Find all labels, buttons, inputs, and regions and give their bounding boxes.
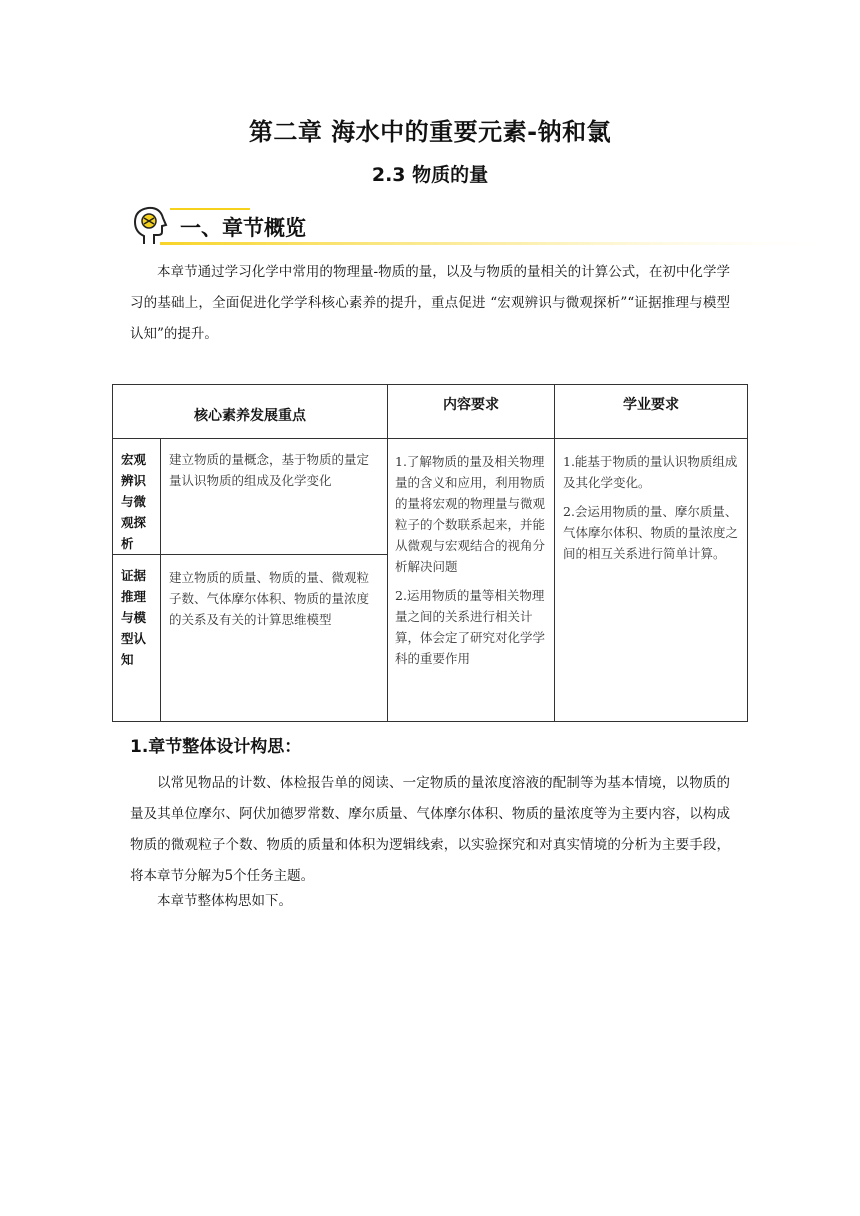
row1-core-text: 建立物质的量概念，基于物质的量定量认识物质的组成及化学变化 [169,452,370,488]
row-label-evidence-model: 证据推理与模型认知 [113,555,161,722]
row-label-macro-micro: 宏观辨识与微观探析 [113,439,161,555]
content-req-1: 1.了解物质的量及相关物理量的含义和应用，利用物质的量将宏观的物理量与微观粒子的个数联系起来，并能从微观与宏观结合的视角分析解决问题 [395,454,546,574]
header-core-literacy: 核心素养发展重点 [194,407,306,424]
design-heading: 1.章节整体设计构思： [130,737,302,757]
header-content-requirements: 内容要求 [443,397,499,413]
overview-paragraph: 本章节通过学习化学中常用的物理量-物质的量，以及与物质的量相关的计算公式，在初中化学学习的基础上，全面促进化学学科核心素养的提升，重点促进 “宏观辨识与微观探析”“证据推理与模型认知”的提升。 [130,264,730,342]
head-brain-icon [130,204,170,248]
row2-core-text: 建立物质的质量、物质的量、微观粒子数、气体摩尔体积、物质的量浓度的关系及有关的计算思维模型 [169,570,370,627]
academic-req-2: 2.会运用物质的量、摩尔质量、气体摩尔体积、物质的量浓度之间的相互关系进行简单计算。 [563,504,739,561]
academic-req-1: 1.能基于物质的量认识物质组成及其化学变化。 [563,454,738,490]
chapter-title: 第二章 海水中的重要元素-钠和氯 [248,118,612,146]
core-literacy-table [112,384,748,722]
header-academic-requirements: 学业要求 [623,397,679,413]
design-note: 本章节整体构思如下。 [157,893,292,909]
section-title: 2.3 物质的量 [371,164,489,186]
overview-heading: 一、章节概览 [180,216,306,240]
content-req-2: 2.运用物质的量等相关物理量之间的关系进行相关计算，体会定了研究对化学学科的重要作用 [395,588,546,666]
design-paragraph: 以常见物品的计数、体检报告单的阅读、一定物质的量浓度溶液的配制等为基本情境，以物质的量及其单位摩尔、阿伏加德罗常数、摩尔质量、气体摩尔体积、物质的量浓度等为主要内容，以构成物质的微观粒子个数、物质的质量和体积为逻辑线索，以实验探究和对真实情境的分析为主要手段，将本章节分解为5个任务主题。 [130,775,730,884]
